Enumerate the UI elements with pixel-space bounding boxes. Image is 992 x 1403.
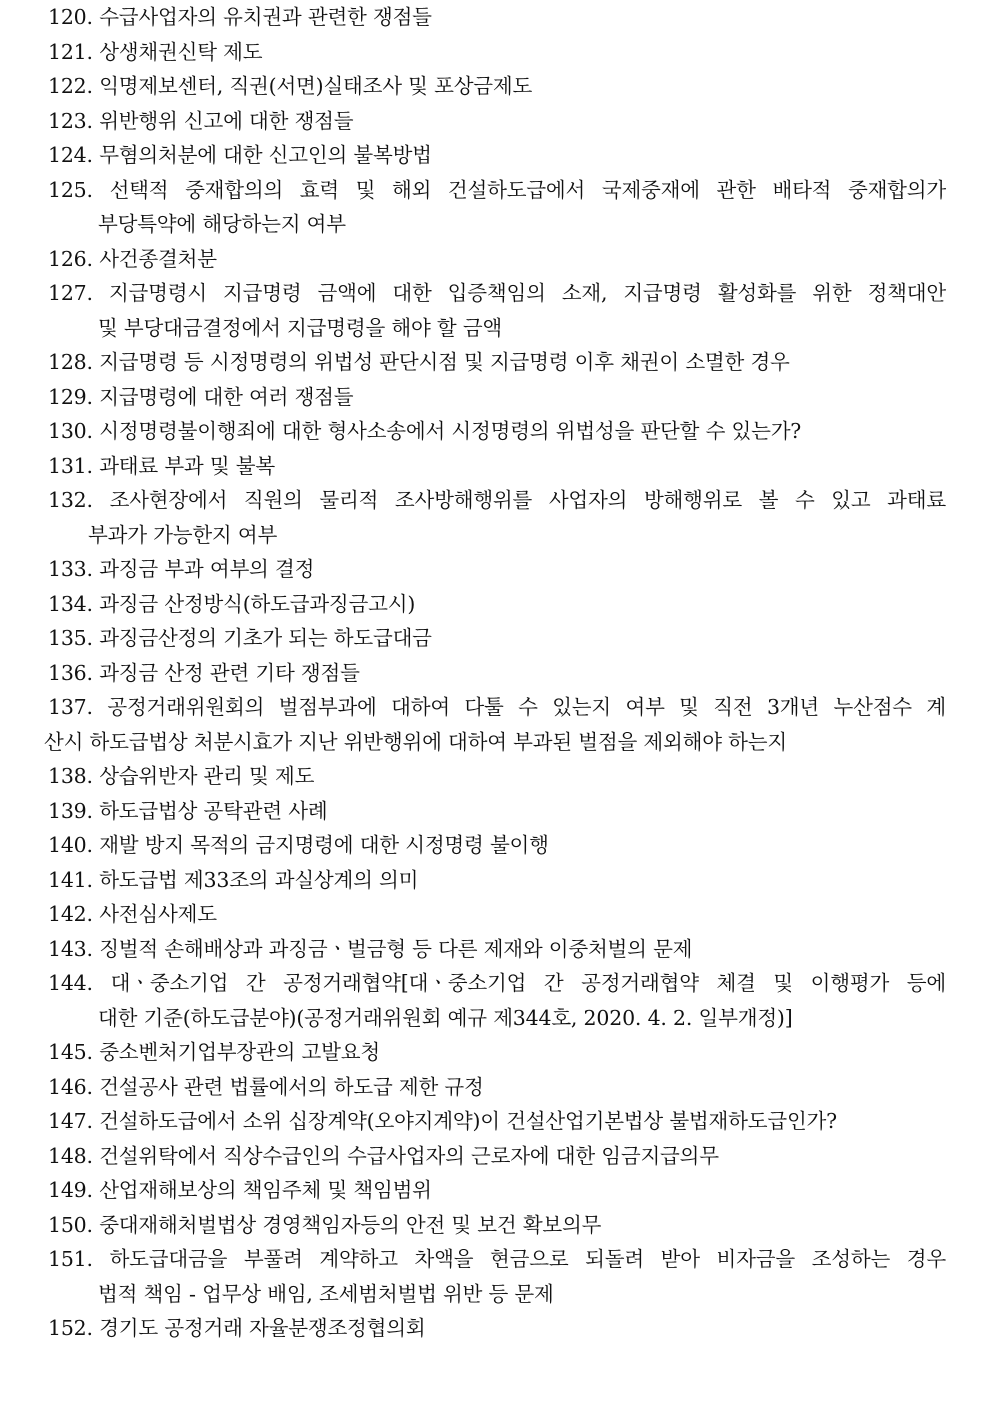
toc-entry-number: 132.: [48, 488, 93, 512]
toc-entry-title: 산업재해보상의 책임주체 및 책임범위: [99, 1178, 432, 1202]
toc-entry-title: 과징금산정의 기초가 되는 하도급대금: [99, 626, 432, 650]
toc-entry-title: 과징금 부과 여부의 결정: [99, 557, 315, 581]
toc-entry-title: 익명제보센터, 직권(서면)실태조사 및 포상금제도: [99, 74, 533, 98]
toc-entry: [48, 863, 948, 898]
toc-entry-number: 127.: [48, 281, 93, 305]
toc-entry: [48, 621, 948, 656]
toc-entry-title: 사전심사제도: [99, 902, 217, 926]
toc-entry-number: 137.: [48, 695, 93, 719]
toc-entry: [48, 483, 948, 552]
toc-entry-number: 129.: [48, 384, 93, 409]
toc-entry-title: 대ㆍ중소기업 간 공정거래협약[대ㆍ중소기업 간 공정거래협약 체결 및 이행평가 등에: [110, 971, 946, 995]
toc-entry-number: 135.: [48, 626, 93, 650]
toc-entry: [48, 449, 948, 484]
toc-entry-title: 시정명령불이행죄에 대한 형사소송에서 시정명령의 위법성을 판단할 수 있는가?: [99, 419, 802, 443]
toc-entry: [48, 414, 948, 449]
toc-entry-number: 123.: [48, 108, 93, 133]
toc-entry: [48, 345, 948, 380]
toc-entry-title: 과징금 산정방식(하도급과징금고시): [99, 591, 416, 616]
toc-entry-number: 149.: [48, 1178, 93, 1202]
toc-entry-number: 120.: [48, 5, 93, 29]
toc-entry-title: 하도급법상 공탁관련 사례: [99, 798, 328, 823]
toc-entry-title: 과태료 부과 및 불복: [99, 453, 275, 478]
toc-entry-number: 152.: [48, 1316, 93, 1340]
toc-entry-number: 140.: [48, 833, 93, 857]
toc-entry-number: 145.: [48, 1040, 93, 1064]
toc-entry: [48, 1173, 948, 1208]
toc-entry: [48, 276, 948, 345]
toc-entry-number: 133.: [48, 557, 93, 581]
toc-entry-number: 139.: [48, 798, 93, 823]
toc-entry-number: 136.: [48, 660, 93, 685]
toc-entry-title: 지급명령 등 시정명령의 위법성 판단시점 및 지급명령 이후 채권이 소멸한 경우: [99, 350, 790, 374]
toc-entry: [48, 828, 948, 863]
toc-entry-title: 건설공사 관련 법률에서의 하도급 제한 규정: [99, 1074, 484, 1099]
toc-entry: [48, 173, 948, 242]
toc-entry-number: 121.: [48, 39, 93, 64]
toc-entry-title: 공정거래위원회의 벌점부과에 대하여 다툴 수 있는지 여부 및 직전 3개년 누산점수 계: [107, 695, 946, 719]
toc-entry-continuation: 산시 하도급법상 처분시효가 지난 위반행위에 대하여 부과된 벌점을 제외해야 하는지: [44, 729, 787, 754]
toc-entry-number: 126.: [48, 246, 93, 271]
toc-entry-title: 선택적 중재합의의 효력 및 해외 건설하도급에서 국제중재에 관한 배타적 중재합의가: [109, 177, 946, 202]
toc-entry-title: 중소벤처기업부장관의 고발요청: [99, 1040, 380, 1064]
toc-entry-number: 151.: [48, 1247, 93, 1271]
toc-entry-number: 147.: [48, 1109, 93, 1133]
toc-entry-title: 조사현장에서 직원의 물리적 조사방해행위를 사업자의 방해행위로 볼 수 있고 과태료: [109, 488, 946, 512]
toc-entry-title: 건설하도급에서 소위 십장계약(오야지계약)이 건설산업기본법상 불법재하도급인가?: [99, 1109, 837, 1133]
toc-entry-title: 중대재해처벌법상 경영책임자등의 안전 및 보건 확보의무: [99, 1212, 602, 1237]
toc-page: [44, 0, 948, 1346]
toc-entry: [48, 242, 948, 277]
toc-entry-title: 하도급법 제33조의 과실상계의 의미: [99, 867, 419, 892]
toc-entry-title: 상습위반자 관리 및 제도: [99, 764, 315, 788]
toc-entry-title: 재발 방지 목적의 금지명령에 대한 시정명령 불이행: [99, 833, 549, 857]
toc-entry-title: 지급명령에 대한 여러 쟁점들: [99, 384, 354, 409]
toc-entry: [48, 656, 948, 691]
toc-entry: [48, 552, 948, 587]
toc-entry-title: 과징금 산정 관련 기타 쟁점들: [99, 660, 360, 685]
toc-entry-number: 128.: [48, 350, 93, 374]
toc-entry: [48, 932, 948, 967]
toc-entry: [48, 759, 948, 794]
toc-entry-title: 지급명령시 지급명령 금액에 대한 입증책임의 소재, 지급명령 활성화를 위한 정책대안: [108, 281, 946, 305]
toc-entry-number: 148.: [48, 1143, 93, 1168]
toc-entry: [48, 587, 948, 622]
toc-entry-number: 131.: [48, 453, 93, 478]
toc-entry: [48, 897, 948, 932]
toc-entry-number: 125.: [48, 177, 93, 202]
toc-entry-title: 건설위탁에서 직상수급인의 수급사업자의 근로자에 대한 임금지급의무: [99, 1143, 719, 1168]
toc-entry-title: 위반행위 신고에 대한 쟁점들: [99, 108, 354, 133]
toc-entry: [48, 104, 948, 139]
toc-entry-number: 122.: [48, 74, 93, 98]
toc-entry: [48, 138, 948, 173]
toc-entry-continuation: 부당특약에 해당하는지 여부: [98, 212, 346, 236]
toc-entry: [48, 380, 948, 415]
toc-entry-number: 146.: [48, 1074, 93, 1099]
toc-entry-title: 경기도 공정거래 자율분쟁조정협의회: [99, 1316, 426, 1340]
toc-entry-continuation: 대한 기준(하도급분야)(공정거래위원회 예규 제344호, 2020. 4. 2. 일부개정)]: [98, 1005, 793, 1030]
toc-entry: [48, 794, 948, 829]
toc-entry-title: 하도급대금을 부풀려 계약하고 차액을 현금으로 되돌려 받아 비자금을 조성하는 경우: [109, 1247, 946, 1271]
toc-entry-title: 사건종결처분: [99, 246, 217, 271]
toc-entry-number: 142.: [48, 902, 93, 926]
toc-entry: [48, 69, 948, 104]
toc-entry-title: 수급사업자의 유치권과 관련한 쟁점들: [99, 5, 432, 29]
toc-entry: [48, 1311, 948, 1346]
toc-entry-continuation: 및 부당대금결정에서 지급명령을 해야 할 금액: [98, 315, 503, 340]
toc-entry: [48, 0, 948, 35]
toc-entry-continuation: 법적 책임 - 업무상 배임, 조세범처벌법 위반 등 문제: [98, 1281, 554, 1306]
toc-entry-continuation: 부과가 가능한지 여부: [88, 522, 278, 547]
toc-entry: [48, 966, 948, 1035]
toc-entry-number: 130.: [48, 419, 93, 443]
toc-entry: [48, 1242, 948, 1311]
toc-entry: [48, 1070, 948, 1105]
table-of-contents: [44, 0, 948, 1346]
toc-entry-number: 124.: [48, 143, 93, 167]
toc-entry: [48, 1139, 948, 1174]
toc-entry: [48, 1035, 948, 1070]
toc-entry: [48, 35, 948, 70]
toc-entry-number: 138.: [48, 764, 93, 788]
toc-entry: [48, 1104, 948, 1139]
toc-entry-number: 144.: [48, 971, 93, 995]
toc-entry-title: 무혐의처분에 대한 신고인의 불복방법: [99, 143, 432, 167]
toc-entry-title: 징벌적 손해배상과 과징금ㆍ벌금형 등 다른 제재와 이중처벌의 문제: [99, 936, 693, 961]
toc-entry-title: 상생채권신탁 제도: [99, 39, 263, 64]
toc-entry: [48, 1208, 948, 1243]
toc-entry-number: 141.: [48, 867, 93, 892]
toc-entry-number: 143.: [48, 936, 93, 961]
toc-entry-number: 134.: [48, 591, 93, 616]
toc-entry-number: 150.: [48, 1212, 93, 1237]
toc-entry: [44, 690, 948, 759]
